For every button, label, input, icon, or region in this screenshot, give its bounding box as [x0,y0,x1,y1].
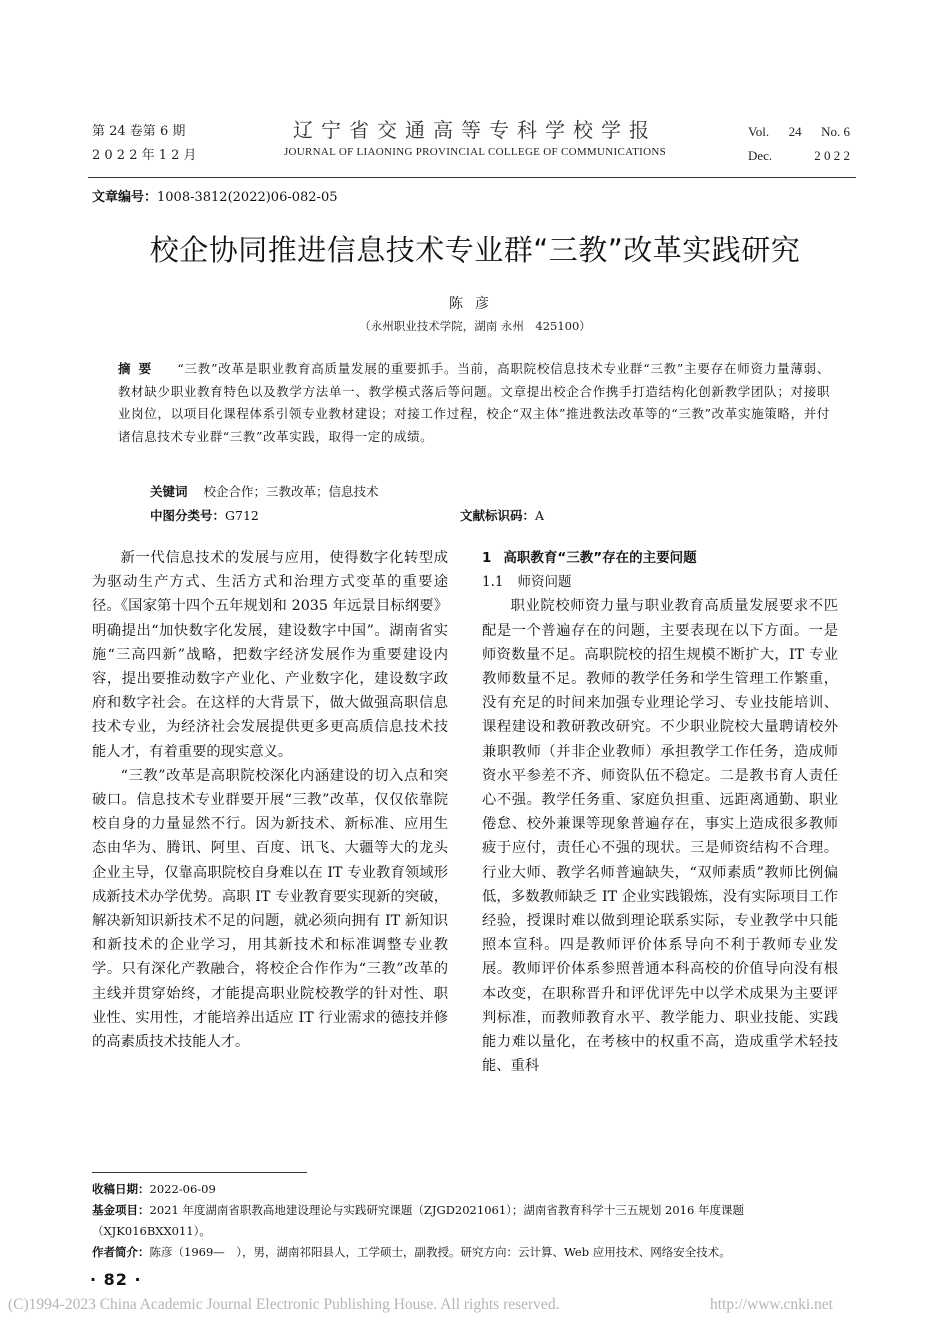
document-code-label: 文献标识码： [460,508,536,523]
section-1-1-title: 师资问题 [517,574,572,591]
clc-value: G712 [225,508,259,523]
document-code [460,506,544,524]
intro-paragraph-2: “三教”改革是高职院校深化内涵建设的切入点和突破口。信息技术专业群要开展“三教”改革，仅仅依靠院校自身的力量显然不行。因为新技术、新标准、应用生态由华为、腾讯、阿里、百度、讯飞、大疆等大的龙头企业主导，仅靠高职院校自身难以在 IT 专业教育领域形成新技术办学优势。高职 IT 专业教育要实现新的突破，解决新知识新技术不足的问题，就必须向拥有 IT 新知识和新技术的企业学习，用其新技术和标准调整专业教学。只有深化产教融合，将校企合作作为“三教”改革的主线并贯穿始终，才能提高职业院校教学的针对性、职业性、实用性，才能培养出适应 IT 行业需求的德技并修的高素质技术技能人才。 [92,767,448,1051]
journal-name-en: JOURNAL OF LIAONING PROVINCIAL COLLEGE OF COMMUNICATIONS [283,146,667,158]
author-name: 陈彦 [449,296,501,312]
body-right-column [482,546,838,1078]
author-affiliation: （永州职业技术学院，湖南 永州 425100） [359,319,591,333]
footnote-author-bio [92,1242,852,1263]
section-heading-1 [482,546,838,570]
abstract-text: “三教”改革是职业教育高质量发展的重要抓手。当前，高职院校信息技术专业群“三教”主要存在师资力量薄弱、教材缺少职业教育特色以及教学方法单一、教学模式落后等问题。文章提出校企合作携手打造结构化创新教学团队；对接职业岗位，以项目化课程体系引领专业教材建设；对接工作过程，校企“双主体”推进教法改革等的“三教”改革实施策略，并付诸信息技术专业群“三教”改革实践，取得一定的成绩。 [118,361,830,444]
month-en: Dec. [748,148,773,163]
cnki-url-watermark: http://www.cnki.net [710,1296,833,1313]
received-value: 2022-06-09 [149,1182,216,1196]
header-divider [88,177,856,178]
journal-volume-en [748,120,850,168]
clc-number [150,506,259,524]
fund-value: 2021 年度湖南省职教高地建设理论与实践研究课题（ZJGD2021061）；湖南省教育科学十三五规划 2016 年度课题（XJK016BXX011）。 [92,1203,744,1238]
journal-name [225,116,725,158]
received-label: 收稿日期： [92,1182,150,1196]
copyright-watermark: (C)1994-2023 China Academic Journal Electronic Publishing House. All rights reserved. [8,1296,560,1313]
journal-issue-info [92,120,197,168]
paper-title: 校企协同推进信息技术专业群“三教”改革实践研究 [149,233,801,267]
footnote-received [92,1179,852,1200]
teacher-issues-paragraph: 职业院校师资力量与职业教育高质量发展要求不匹配是一个普遍存在的问题，主要表现在以下方面。一是师资数量不足。高职院校的招生规模不断扩大，IT 专业教师数量不足。教师的教学任务和学生管理工作繁重，没有充足的时间来加强专业理论学习、专业技能培训、课程建设和教研教改研究。不少职业院校大量聘请校外兼职教师（并非企业教师）承担教学工作任务，造成师资水平参差不齐、师资队伍不稳定。二是教书育人责任心不强。教学任务重、家庭负担重、远距离通勤、职业倦怠、校外兼课等现象普遍存在，事实上造成很多教师疲于应付，责任心不强的现状。三是师资结构不合理。行业大师、教学名师普遍缺失，“双师素质”教师比例偏低，多数教师缺乏 IT 企业实践锻炼，没有实际项目工作经验，授课时难以做到理论联系实际，专业教学中只能照本宣科。四是教师评价体系导向不利于教师专业发展。教师评价体系参照普通本科高校的价值导向没有根本改变，在职称晋升和评优评先中以学术成果为主要评判标准，而教师教育水平、教学能力、职业技能、实践能力难以量化，在考核中的权重不高，造成重学术轻技能、重科 [482,598,838,1075]
abstract [118,358,830,448]
page-number: · 82 · [90,1270,142,1289]
issue-date: 2 0 2 2 年 1 2 月 [92,148,197,163]
vol-label: Vol. [748,124,770,139]
article-number-label: 文章编号： [92,190,158,205]
footnote-fund [92,1200,852,1242]
keywords [150,482,379,500]
keywords-label: 关键词 [150,484,188,499]
article-number [92,186,338,205]
abstract-label: 摘要 [118,361,160,376]
no-label: No. 6 [821,124,850,139]
section-1-number: 1 [482,550,492,566]
section-heading-1-1 [482,570,838,594]
volume-issue: 第 24 卷第 6 期 [92,124,186,139]
intro-paragraph-1: 新一代信息技术的发展与应用，使得数字化转型成为驱动生产方式、生活方式和治理方式变革的重要途径。《国家第十四个五年规划和 2035 年远景目标纲要》明确提出“加快数字化发展，建设数字中国”。湖南省实施“三高四新”战略，把数字经济发展作为重要建设内容，提出要推动数字产业化、产业数字化，建设数字政府和数字社会。在这样的大背景下，做大做强高职信息技术专业，为经济社会发展提供更多更高质信息技术技能人才，有着重要的现实意义。 [92,550,448,760]
section-1-title: 高职教育“三教”存在的主要问题 [503,550,697,566]
journal-name-cn: 辽宁省交通高等专科学校学报 [293,118,657,142]
year-en: 2 0 2 2 [814,148,850,163]
keywords-value: 校企合作；三教改革；信息技术 [203,484,379,499]
author-bio-label: 作者简介： [92,1245,150,1259]
article-number-value: 1008-3812(2022)06-082-05 [157,190,338,205]
document-code-value: A [535,508,545,523]
author-bio-value: 陈彦（1969— ），男，湖南祁阳县人，工学硕士，副教授。研究方向：云计算、Web 应用技术、网络安全技术。 [149,1245,731,1259]
vol-value: 24 [788,124,802,139]
footnote-divider [92,1172,307,1173]
fund-label: 基金项目： [92,1203,150,1217]
body-left-column [92,546,448,1054]
clc-label: 中图分类号： [150,508,226,523]
section-1-1-number: 1.1 [482,574,504,591]
